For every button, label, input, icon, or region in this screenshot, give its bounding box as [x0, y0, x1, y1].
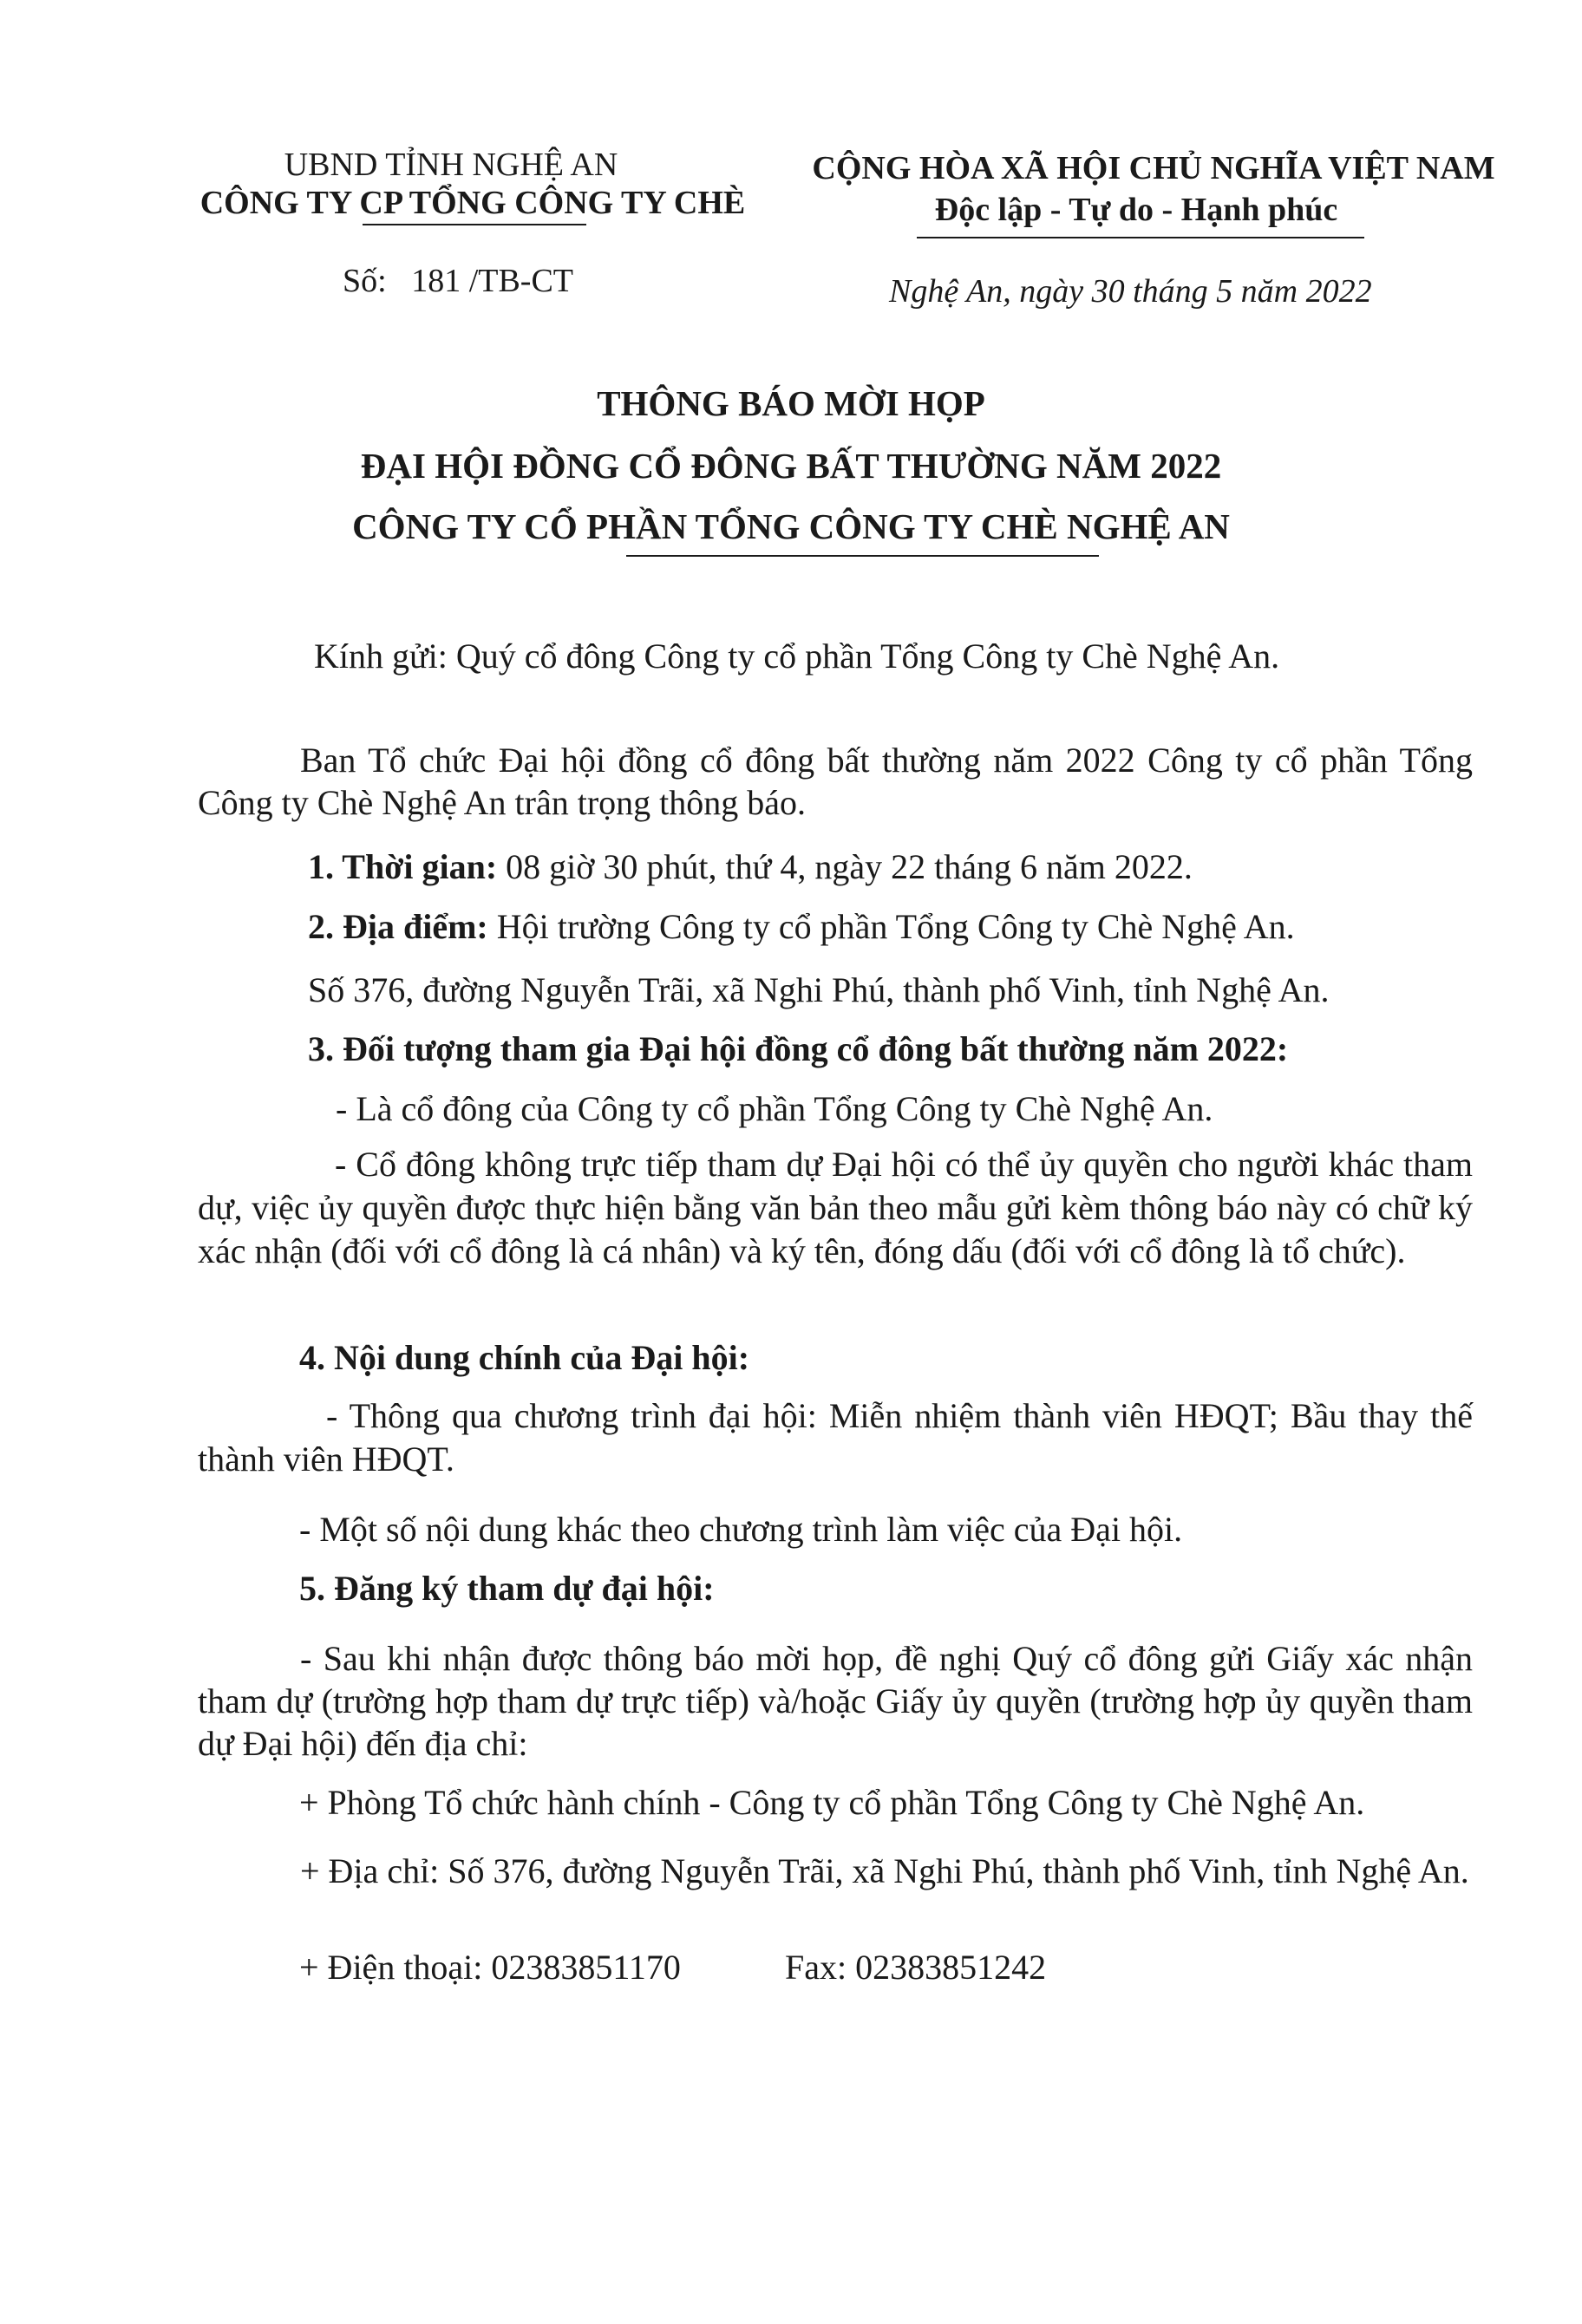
- venue-address: Số 376, đường Nguyễn Trãi, xã Nghi Phú, thành phố Vinh, tỉnh Nghệ An.: [308, 970, 1330, 1009]
- place-and-date: Nghệ An, ngày 30 tháng 5 năm 2022: [889, 273, 1372, 310]
- participants-item-2: - Cổ đông không trực tiếp tham dự Đại hội có thể ủy quyền cho người khác tham dự, việc ủy quyền được thực hiện bằng văn bản theo mẫu gửi kèm thông báo này có chữ ký xác nhận (đối với cổ đông là cá nhân) và ký tên, đóng dấu (đối với cổ đông là tổ chức).: [198, 1145, 1473, 1270]
- document-number: Số: 181 /TB-CT: [343, 263, 574, 299]
- meeting-title: ĐẠI HỘI ĐỒNG CỔ ĐÔNG BẤT THƯỜNG NĂM 2022: [360, 446, 1222, 486]
- participants-item-1: - Là cổ đông của Công ty cổ phần Tổng Công ty Chè Nghệ An.: [336, 1089, 1213, 1128]
- section-registration-label: 5. Đăng ký tham dự đại hội:: [299, 1569, 715, 1608]
- registration-office: + Phòng Tổ chức hành chính - Công ty cổ phần Tổng Công ty Chè Nghệ An.: [299, 1783, 1365, 1822]
- intro-paragraph: Ban Tổ chức Đại hội đồng cổ đông bất thường năm 2022 Công ty cổ phần Tổng Công ty Chè Nghệ An trân trọng thông báo.: [198, 741, 1473, 822]
- notice-title: THÔNG BÁO MỜI HỌP: [597, 383, 985, 423]
- section-time-text: 08 giờ 30 phút, thứ 4, ngày 22 tháng 6 năm 2022.: [497, 847, 1193, 886]
- section-time: [308, 846, 1193, 888]
- section-agenda-label: 4. Nội dung chính của Đại hội:: [299, 1338, 750, 1377]
- section-venue-text: Hội trường Công ty cổ phần Tổng Công ty Chè Nghệ An.: [487, 907, 1295, 946]
- agenda-item-2: - Một số nội dung khác theo chương trình làm việc của Đại hội.: [299, 1510, 1183, 1549]
- section-participants-label: 3. Đối tượng tham gia Đại hội đồng cổ đông bất thường năm 2022:: [308, 1029, 1289, 1068]
- registration-address: + Địa chỉ: Số 376, đường Nguyễn Trãi, xã Nghi Phú, thành phố Vinh, tỉnh Nghệ An.: [300, 1851, 1469, 1890]
- title-underline: [626, 555, 1099, 557]
- motto-underline: [917, 237, 1364, 238]
- company-title: CÔNG TY CỔ PHẦN TỔNG CÔNG TY CHÈ NGHỆ AN: [352, 506, 1230, 546]
- agenda-item-1: - Thông qua chương trình đại hội: Miễn nhiệm thành viên HĐQT; Bầu thay thế thành viên HĐQT.: [198, 1396, 1473, 1479]
- registration-item-1: - Sau khi nhận được thông báo mời họp, đề nghị Quý cổ đông gửi Giấy xác nhận tham dự (trường hợp tham dự trực tiếp) và/hoặc Giấy ủy quyền (trường hợp ủy quyền tham dự Đại hội) đến địa chỉ:: [198, 1639, 1473, 1763]
- section-time-label: 1. Thời gian:: [308, 847, 498, 886]
- registration-fax: Fax: 02383851242: [785, 1948, 1047, 1987]
- salutation: Kính gửi: Quý cổ đông Công ty cổ phần Tổng Công ty Chè Nghệ An.: [314, 636, 1280, 676]
- company-name: CÔNG TY CP TỔNG CÔNG TY CHÈ: [199, 185, 746, 221]
- company-underline: [363, 224, 586, 225]
- national-title: CỘNG HÒA XÃ HỘI CHỦ NGHĨA VIỆT NAM: [812, 150, 1495, 186]
- section-venue: [308, 906, 1295, 948]
- issuing-authority: UBND TỈNH NGHỆ AN: [284, 147, 618, 183]
- national-motto: Độc lập - Tự do - Hạnh phúc: [934, 192, 1338, 228]
- section-venue-label: 2. Địa điểm:: [308, 907, 488, 946]
- registration-phone: + Điện thoại: 02383851170: [299, 1948, 681, 1987]
